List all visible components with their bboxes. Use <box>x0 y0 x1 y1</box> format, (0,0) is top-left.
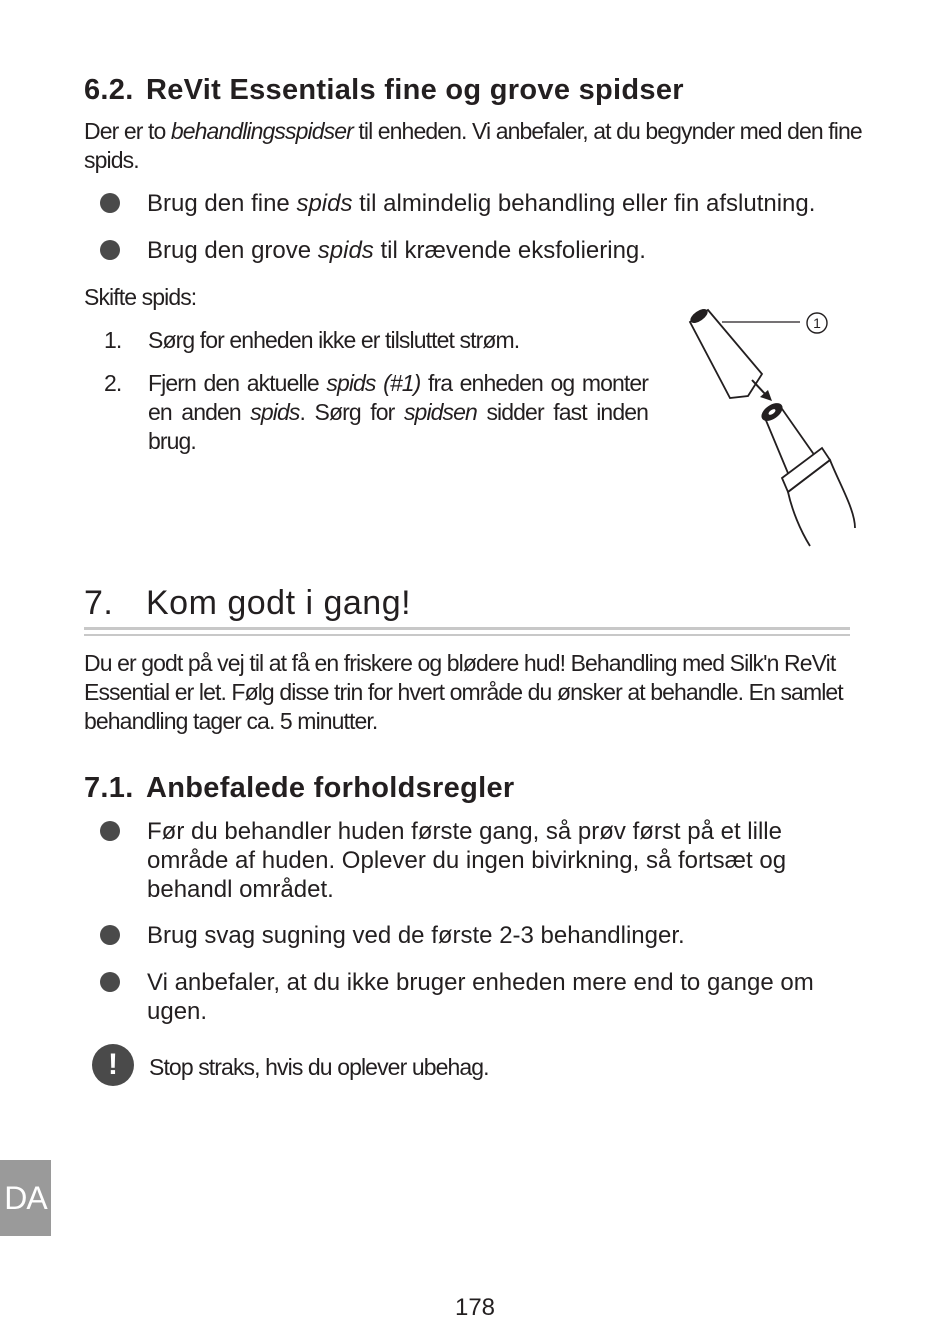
section-heading-7-1 <box>84 772 514 805</box>
chapter-intro-paragraph: Du er godt på vej til at få en friskere og blødere hud! Behandling med Silk'n ReVit Essential er let. Følg disse trin for hvert område du ønsker at behandle. En samlet behandling tager ca. 5 minutter. <box>84 650 843 734</box>
chapter-heading-7 <box>84 584 411 623</box>
change-tip-label: Skifte spids: <box>84 284 197 310</box>
device-head-icon <box>760 401 855 546</box>
section-number: 6.2. <box>84 74 134 106</box>
callout-number: 1 <box>813 315 821 331</box>
language-tab: DA <box>0 1160 51 1236</box>
section-title: ReVit Essentials fine og grove spidser <box>146 74 684 106</box>
warning-exclamation-icon: ! <box>92 1044 134 1086</box>
step-text: Fjern den aktuelle spids (#1) fra enheden og monter en anden spids. Sørg for spidsen sidder fast inden brug. <box>148 370 648 454</box>
bullet-icon <box>100 240 120 260</box>
step-number: 2. <box>104 370 122 396</box>
intro-text: Der er to <box>84 118 171 144</box>
chapter-title: Kom godt i gang! <box>146 584 412 622</box>
section-number: 7.1. <box>84 772 134 804</box>
page-number: 178 <box>454 1294 496 1321</box>
list-item: Brug svag sugning ved de første 2-3 behandlinger. <box>147 922 685 949</box>
list-item: Brug den grove spids til krævende eksfoliering. <box>147 237 646 264</box>
list-item: Brug den fine spids til almindelig behandling eller fin afslutning. <box>147 190 816 217</box>
intro-text-end: til enheden. Vi anbefaler, at du begynder med den fine spids. <box>84 118 862 173</box>
treatment-tip-icon <box>689 308 762 398</box>
warning-text: Stop straks, hvis du oplever ubehag. <box>149 1054 489 1080</box>
list-item: Før du behandler huden første gang, så prøv først på et lille område af huden. Oplever du ingen bivirkning, så fortsæt og behandl området. <box>147 818 787 903</box>
intro-italic: behandlingsspidser <box>170 118 353 144</box>
intro-paragraph <box>84 117 864 175</box>
step-number: 1. <box>104 327 122 353</box>
section-title: Anbefalede forholdsregler <box>146 772 515 804</box>
bullet-icon <box>100 193 120 213</box>
chapter-number: 7. <box>84 584 114 622</box>
section-heading-6-2 <box>84 74 684 107</box>
heading-rule <box>84 627 850 630</box>
heading-rule <box>84 634 850 636</box>
list-item: Vi anbefaler, at du ikke bruger enheden mere end to gange om ugen. <box>147 969 814 1025</box>
bullet-icon <box>100 972 120 992</box>
bullet-icon <box>100 925 120 945</box>
step-text: Sørg for enheden ikke er tilsluttet strøm. <box>148 327 520 353</box>
tip-replacement-illustration <box>660 300 870 555</box>
bullet-icon <box>100 821 120 841</box>
